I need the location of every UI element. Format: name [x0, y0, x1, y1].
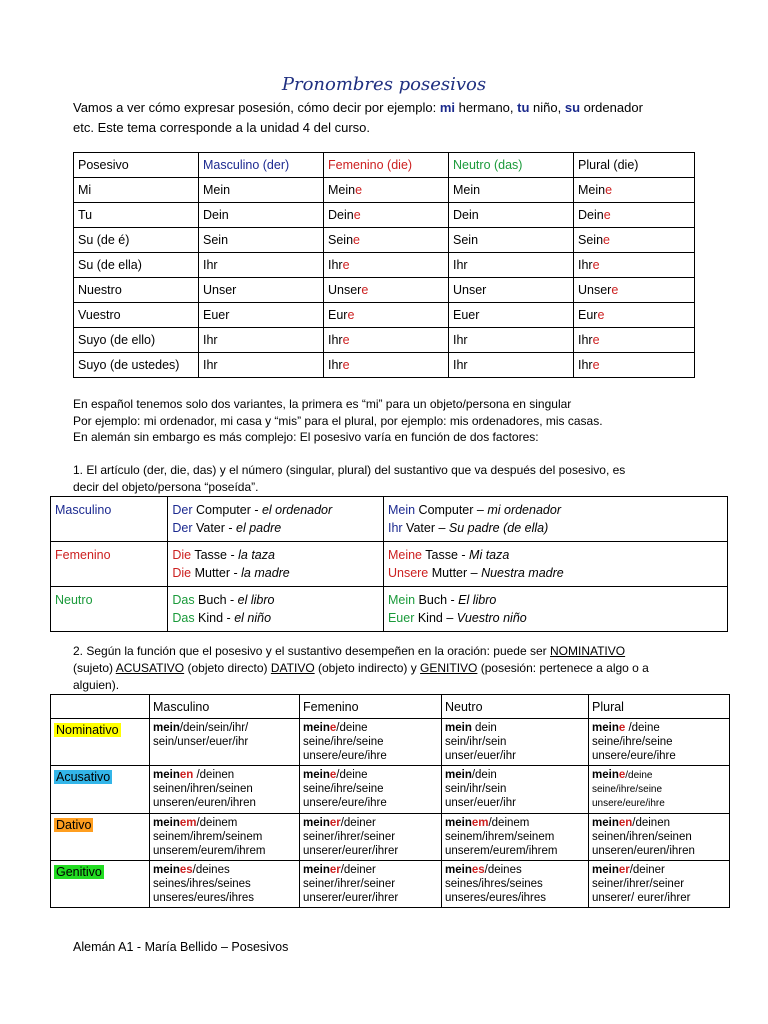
table-row: Mi Mein Meine Mein Meine: [74, 178, 695, 203]
table-row: Acusativo meinen /deinen seinen/ihren/seinen unseren/euren/ihren meine/deine seine/ihre/seine unsere/eure/ihre mein/dein sein/ihr/sein unser/euer/ihr meine/deine seine/ihre/seine unsere/eure/ihre: [51, 766, 730, 814]
casos-table: [50, 694, 730, 908]
page-footer: Alemán A1 - María Bellido – Posesivos: [73, 940, 289, 954]
case-acusativo: Acusativo: [56, 770, 111, 784]
table-row: Nominativo mein/dein/sein/ihr/ sein/unser/euer/ihr meine/deine seine/ihre/seine unsere/eure/ihre mein dein sein/ihr/sein unser/euer/ihr meine /deine seine/ihre/seine unsere/eure/ihre: [51, 719, 730, 766]
posesivos-table: [73, 152, 695, 378]
articulo-table: [50, 496, 728, 632]
table-row: Suyo (de ello) Ihr Ihre Ihr Ihre: [74, 328, 695, 353]
table-row: Su (de ella) Ihr Ihre Ihr Ihre: [74, 253, 695, 278]
intro-paragraph: Vamos a ver cómo expresar posesión, cómo decir por ejemplo: mi hermano, tu niño, su ordenador etc. Este tema corresponde a la unidad 4 del curso.: [73, 100, 643, 135]
point-1: 1. El artículo (der, die, das) y el número (singular, plural) del sustantivo que va después del posesivo, es decir del objeto/persona “poseída”.: [73, 463, 626, 494]
table-row: Neutro Das Buch - el libro Das Kind - el niño Mein Buch - El libro Euer Kind – Vuestro niño: [51, 587, 728, 632]
table-row: Nuestro Unser Unsere Unser Unsere: [74, 278, 695, 303]
table-header-row: Masculino Femenino Neutro Plural: [51, 695, 730, 719]
table-row: Femenino Die Tasse - la taza Die Mutter - la madre Meine Tasse - Mi taza Unsere Mutter – Nuestra madre: [51, 542, 728, 587]
case-dativo: Dativo: [56, 818, 92, 832]
explanation-paragraph: En español tenemos solo dos variantes, la primera es “mi” para un objeto/persona en singular Por ejemplo: mi ordenador, mi casa y “mis” para el plural, por ejemplo: mis ordenadores, mis casas. En alemán sin embargo es más complejo: El posesivo varía en función de dos factores:: [73, 397, 603, 444]
case-genitivo: Genitivo: [56, 865, 102, 879]
case-nominativo: Nominativo: [56, 723, 119, 737]
table-row: Su (de é) Sein Seine Sein Seine: [74, 228, 695, 253]
table-header-row: Posesivo Masculino (der) Femenino (die) Neutro (das) Plural (die): [74, 153, 695, 178]
table-row: Tu Dein Deine Dein Deine: [74, 203, 695, 228]
table-row: Genitivo meines/deines seines/ihres/seines unseres/eures/ihres meiner/deiner seiner/ihrer/seiner unserer/eurer/ihrer meines/deines seines/ihres/seines unseres/eures/ihres meiner/deiner seiner/ihrer/seiner unserer/ eurer/ihrer: [51, 861, 730, 908]
table-row: Dativo meinem/deinem seinem/ihrem/seinem unserem/eurem/ihrem meiner/deiner seiner/ihrer/seiner unserer/eurer/ihrer meinem/deinem seinem/ihrem/seinem unserem/eurem/ihrem meinen/deinen seinen/ihren/seinen unseren/euren/ihren: [51, 814, 730, 861]
table-row: Masculino Der Computer - el ordenador Der Vater - el padre Mein Computer – mi ordenador Ihr Vater – Su padre (de ella): [51, 497, 728, 542]
page-title: Pronombres posesivos: [281, 74, 487, 95]
point-2: 2. Según la función que el posesivo y el sustantivo desempeñen en la oración: puede ser NOMINATIVO (sujeto) ACUSATIVO (objeto directo) DATIVO (objeto indirecto) y GENITIVO (posesión: pertenece a algo o a alguien).: [73, 644, 649, 692]
table-row: Suyo (de ustedes) Ihr Ihre Ihr Ihre: [74, 353, 695, 378]
table-row: Vuestro Euer Eure Euer Eure: [74, 303, 695, 328]
